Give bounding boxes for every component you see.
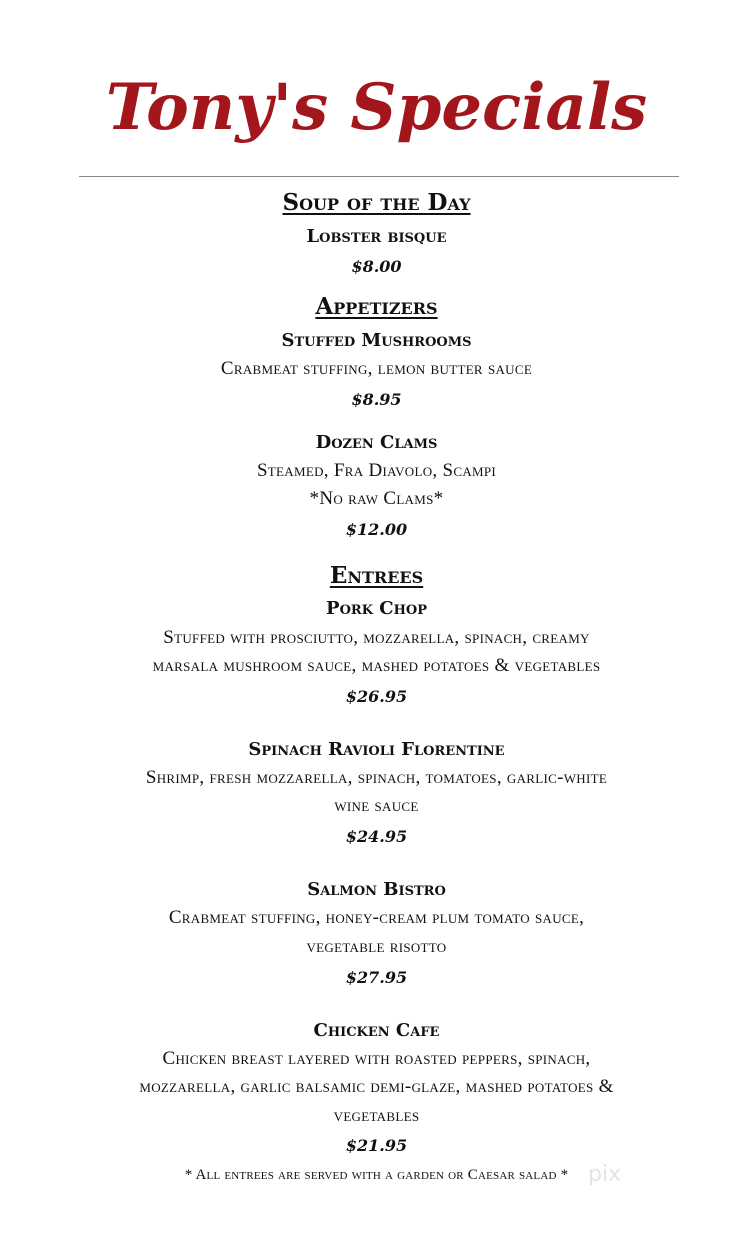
entree-name: Pork Chop — [326, 598, 427, 619]
soup-price: $8.00 — [351, 257, 402, 276]
appetizer-name: Dozen Clams — [315, 432, 438, 453]
entree-description: vegetable risotto — [306, 936, 447, 957]
appetizers-heading: Appetizers — [315, 293, 438, 320]
entree-name: Salmon Bistro — [307, 879, 446, 900]
appetizer-description: Steamed, Fra Diavolo, Scampi — [256, 460, 497, 481]
entrees-footnote: * All entrees are served with a garden or Caesar salad * — [184, 1167, 569, 1183]
entree-price: $27.95 — [345, 968, 408, 987]
entree-name: Spinach Ravioli Florentine — [248, 739, 505, 760]
entree-price: $24.95 — [345, 827, 408, 846]
appetizer-name: Stuffed Mushrooms — [281, 330, 472, 351]
entree-description: Chicken breast layered with roasted peppers, spinach, — [162, 1048, 591, 1069]
entree-description: wine sauce — [334, 795, 419, 816]
appetizer-price: $8.95 — [351, 390, 402, 409]
title-divider — [79, 176, 679, 177]
entree-price: $21.95 — [345, 1136, 408, 1155]
entree-description: mozzarella, garlic balsamic demi-glaze, mashed potatoes & — [139, 1076, 614, 1097]
menu-title: Tony's Specials — [105, 70, 648, 145]
entrees-heading: Entrees — [329, 562, 424, 589]
entree-description: vegetables — [333, 1105, 420, 1126]
entree-description: marsala mushroom sauce, mashed potatoes & vegetables — [152, 655, 601, 676]
watermark: pix — [588, 1162, 622, 1187]
appetizer-description: Crabmeat stuffing, lemon butter sauce — [220, 358, 533, 379]
entree-description: Crabmeat stuffing, honey-cream plum tomato sauce, — [168, 907, 585, 928]
entree-description: Shrimp, fresh mozzarella, spinach, tomatoes, garlic-white — [145, 767, 608, 788]
entree-description: Stuffed with prosciutto, mozzarella, spinach, creamy — [163, 627, 590, 648]
appetizer-price: $12.00 — [345, 520, 408, 539]
entree-price: $26.95 — [345, 687, 408, 706]
appetizer-description: *No raw Clams* — [309, 488, 444, 509]
soup-heading: Soup of the Day — [282, 189, 471, 216]
entree-name: Chicken Cafe — [313, 1020, 440, 1041]
soup-item-name: Lobster bisque — [306, 226, 447, 247]
